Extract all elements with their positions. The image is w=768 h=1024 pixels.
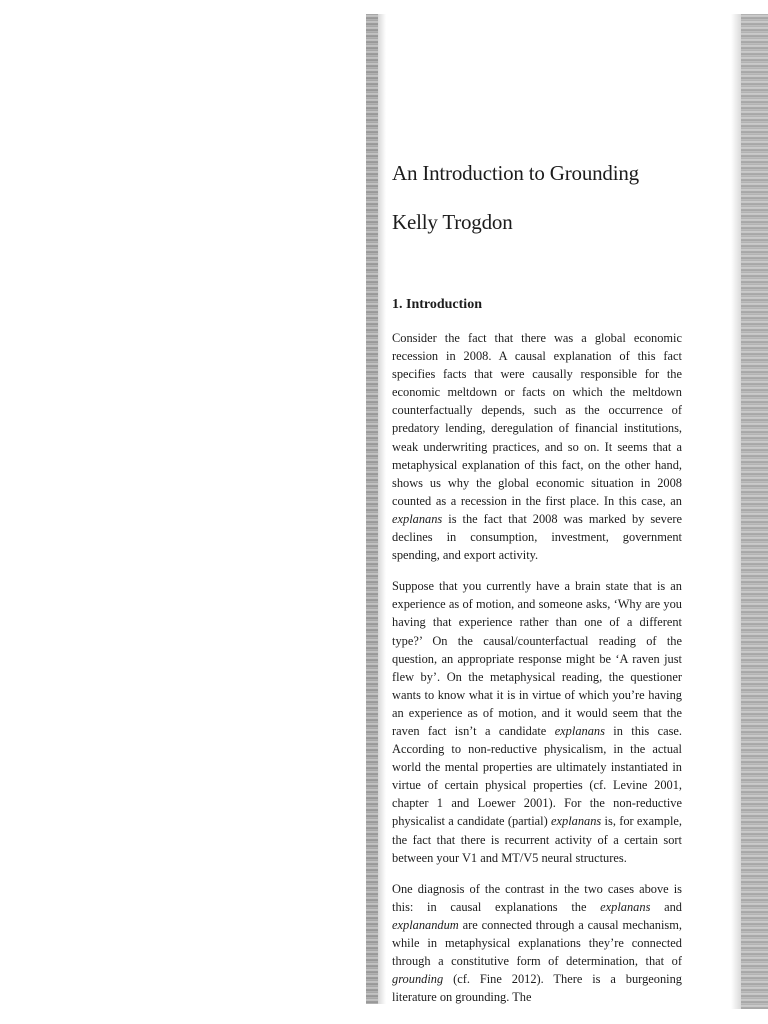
italic-term: explanans — [392, 511, 443, 526]
chapter-title: An Introduction to Grounding — [392, 161, 639, 185]
chapter-author: Kelly Trogdon — [392, 210, 513, 234]
italic-term: explanans — [600, 899, 651, 914]
text-run: One diagnosis of the contrast in the two cases above is this: in causal explanations the — [392, 881, 682, 914]
text-run: Consider the fact that there was a global economic recession in 2008. A causal explanation of this fact specifies facts that were causally responsible for the economic meltdown or facts on which the meltdown counterfactually depends, such as the occurrence of predatory lending, deregulation of financial institutions, weak underwriting practices, and so on. It seems that a metaphysical explanation of this fact, on the other hand, shows us why the global economic situation in 2008 counted as a recession in the first place. In this case, an — [392, 331, 682, 508]
paragraph — [392, 577, 682, 867]
italic-term: explanandum — [392, 917, 459, 932]
italic-term: explanans — [551, 814, 602, 829]
book-page — [392, 160, 682, 1006]
text-run: Suppose that you currently have a brain state that is an experience as of motion, and someone asks, ‘Why are you having that experience rather than one of a different type?’ On the causal/counterfactual reading of the question, an appropriate response might be ‘A raven just flew by’. On the metaphysical reading, the questioner wants to know what it is in virtue of which you’re having an experience as of motion, and it would seem that the raven fact isn’t a candidate — [392, 579, 682, 738]
italic-term: explanans — [554, 723, 605, 738]
italic-term: grounding — [392, 972, 444, 987]
text-run: are connected through a causal mechanism, while in metaphysical explanations they’re connected through a constitutive form of determination, that of — [392, 917, 682, 969]
paragraph — [392, 329, 682, 564]
text-run: is, for example, the fact that there is recurrent activity of a certain sort between your V1 and MT/V5 neural structures. — [392, 814, 682, 865]
book-gutter-right — [741, 14, 768, 1009]
paragraph — [392, 880, 682, 1007]
text-run: (cf. Fine 2012). There is a burgeoning literature on grounding. The — [392, 972, 682, 1005]
section-heading: 1. Introduction — [392, 297, 482, 312]
text-run: is the fact that 2008 was marked by severe declines in consumption, investment, government spending, and export activity. — [392, 511, 682, 563]
book-gutter-left — [366, 14, 378, 1004]
text-run: in this case. According to non-reductive physicalism, in the actual world the mental properties are ultimately instantiated in virtue of certain physical properties (cf. Levine 2001, chapter 1 and Loewer 2001). For the non-reductive physicalist a candidate (partial) — [392, 723, 682, 829]
text-run: and — [650, 899, 682, 914]
